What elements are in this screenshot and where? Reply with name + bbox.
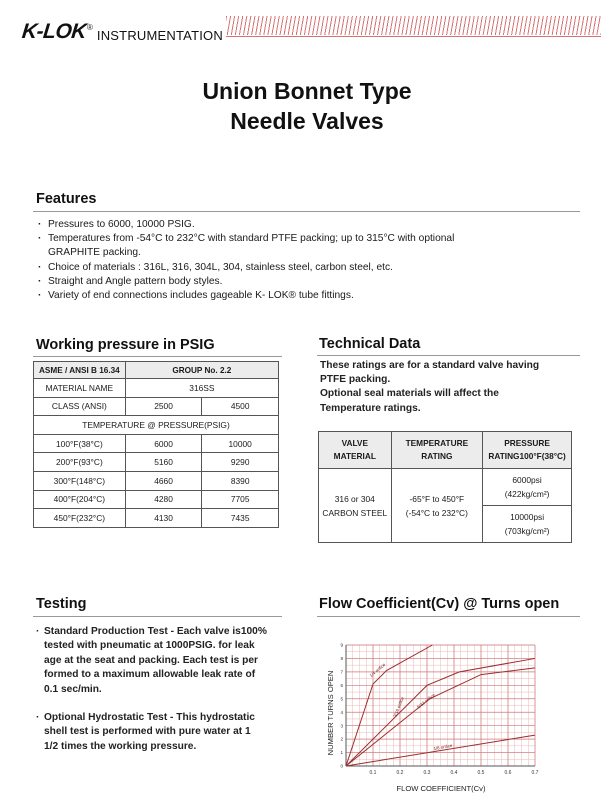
table-cell: 400°F(204°C) (34, 490, 126, 509)
x-tick-label: 0.3 (423, 770, 431, 776)
testing-line: · Optional Hydrostatic Test - This hydrostatic (44, 712, 255, 724)
flow-heading: Flow Coefficient(Cv) @ Turns open (319, 596, 560, 612)
header-line: MATERIAL (333, 451, 376, 461)
series-label: 1/4 orifice (368, 662, 387, 679)
feature-item: · Choice of materials : 316L, 316, 304L, 304, stainless steel, carbon steel, etc. (36, 261, 576, 275)
y-tick-label: 7 (340, 669, 343, 675)
y-tick-label: 0 (340, 763, 343, 769)
table-cell: 6000 (125, 434, 202, 453)
table-cell: 7705 (202, 490, 279, 509)
testing-heading: Testing (36, 596, 87, 612)
table-cell: 5160 (125, 453, 202, 472)
feature-item: · Variety of end connections includes gageable K- LOK® tube fittings. (36, 289, 576, 303)
table-cell: 200°F(93°C) (34, 453, 126, 472)
header-line: PRESSURE (504, 438, 550, 448)
testing-line: 1/2 times the working pressure. (44, 740, 197, 752)
feature-item: · Straight and Angle pattern body styles. (36, 275, 576, 289)
table-cell: 7435 (202, 509, 279, 528)
x-tick-label: 0.6 (504, 770, 512, 776)
y-tick-label: 5 (340, 696, 343, 702)
table-cell: 300°F(148°C) (34, 471, 126, 490)
series-label: 5/32 orifice (416, 692, 437, 710)
table-cell: 316SS (125, 379, 278, 398)
table-cell: 100°F(38°C) (34, 434, 126, 453)
cell-line: 10000psi (510, 512, 545, 522)
cell-line: CARBON STEEL (322, 507, 388, 518)
technical-text-line: Optional seal materials will affect the (320, 388, 499, 400)
y-tick-label: 2 (340, 736, 343, 742)
x-tick-label: 0.4 (450, 770, 458, 776)
cell-line: -65°F to 450°F (409, 493, 465, 504)
series-label: 3/16 orifice (392, 696, 405, 718)
feature-item: · Temperatures from -54°C to 232°C with standard PTFE packing; up to 315°C with optional GRAPHITE packing. (36, 232, 472, 260)
table-header-cell: GROUP No. 2.2 (125, 362, 278, 379)
chart-y-axis-label: NUMBER TURNS OPEN (326, 670, 335, 756)
series-label: 1/8 orifice (433, 742, 453, 752)
table-cell: 9290 (202, 453, 279, 472)
table-cell: 8390 (202, 471, 279, 490)
brand-registered-mark: ® (87, 23, 93, 32)
technical-data-heading: Technical Data (319, 336, 421, 352)
table-cell: 4660 (125, 471, 202, 490)
cell-line: 6000psi (512, 475, 542, 485)
x-tick-label: 0.2 (396, 770, 404, 776)
testing-line: shell test is performed with pure water at 1 (44, 726, 251, 738)
table-cell: 4130 (125, 509, 202, 528)
cell-line: (703kg/cm²) (504, 526, 550, 536)
working-pressure-heading: Working pressure in PSIG (36, 337, 215, 353)
technical-text-line: PTFE packing. (320, 374, 391, 386)
y-tick-label: 8 (340, 656, 343, 662)
table-cell: MATERIAL NAME (34, 379, 126, 398)
chart-x-axis-label: FLOW COEFFICIENT(Cv) (396, 784, 486, 793)
table-header-cell: ASME / ANSI B 16.34 (34, 362, 126, 379)
technical-text-line: These ratings are for a standard valve having (320, 360, 540, 371)
technical-text-line: Temperature ratings. (320, 402, 421, 414)
table-cell: CLASS (ANSI) (34, 397, 126, 416)
page-title-line-1: Union Bonnet Type (202, 78, 412, 104)
x-tick-label: 0.5 (477, 770, 485, 776)
header-line: RATING100°F(38°C) (488, 451, 566, 461)
table-cell: 450°F(232°C) (34, 509, 126, 528)
y-tick-label: 4 (340, 709, 343, 715)
table-cell: 10000 (202, 434, 279, 453)
x-tick-label: 0.1 (369, 770, 377, 776)
y-tick-label: 9 (340, 642, 343, 648)
header-line: RATING (421, 451, 453, 461)
table-cell: TEMPERATURE @ PRESSURE(PSIG) (34, 416, 279, 435)
testing-line: · Standard Production Test - Each valve is100% (44, 626, 267, 637)
features-heading: Features (36, 191, 97, 207)
y-tick-label: 3 (340, 723, 343, 729)
cell-line: (-54°C to 232°C) (405, 507, 468, 518)
testing-line: 0.1 sec/min. (44, 683, 102, 695)
testing-line: formed to a maximum allowable leak rate of (44, 669, 256, 681)
testing-line: age at the seat and packing. Each test is per (44, 654, 259, 666)
testing-line: tested with pneumatic at 1000PSIG. for leak (44, 640, 255, 652)
x-tick-label: 0.7 (531, 770, 539, 776)
brand-logo: K-LOK (20, 20, 88, 43)
table-cell: 2500 (125, 397, 202, 416)
y-tick-label: 6 (340, 682, 343, 688)
cell-line: (422kg/cm²) (504, 489, 550, 499)
table-cell: 4500 (202, 397, 279, 416)
feature-item: · Pressures to 6000, 10000 PSIG. (36, 218, 576, 232)
table-cell: 4280 (125, 490, 202, 509)
header-line: VALVE (341, 438, 368, 448)
y-tick-label: 1 (340, 750, 343, 756)
brand-subtitle: INSTRUMENTATION (96, 28, 223, 43)
header-line: TEMPERATURE (405, 438, 469, 448)
page-title-line-2: Needle Valves (230, 108, 384, 134)
cell-line: 316 or 304 (334, 493, 375, 504)
